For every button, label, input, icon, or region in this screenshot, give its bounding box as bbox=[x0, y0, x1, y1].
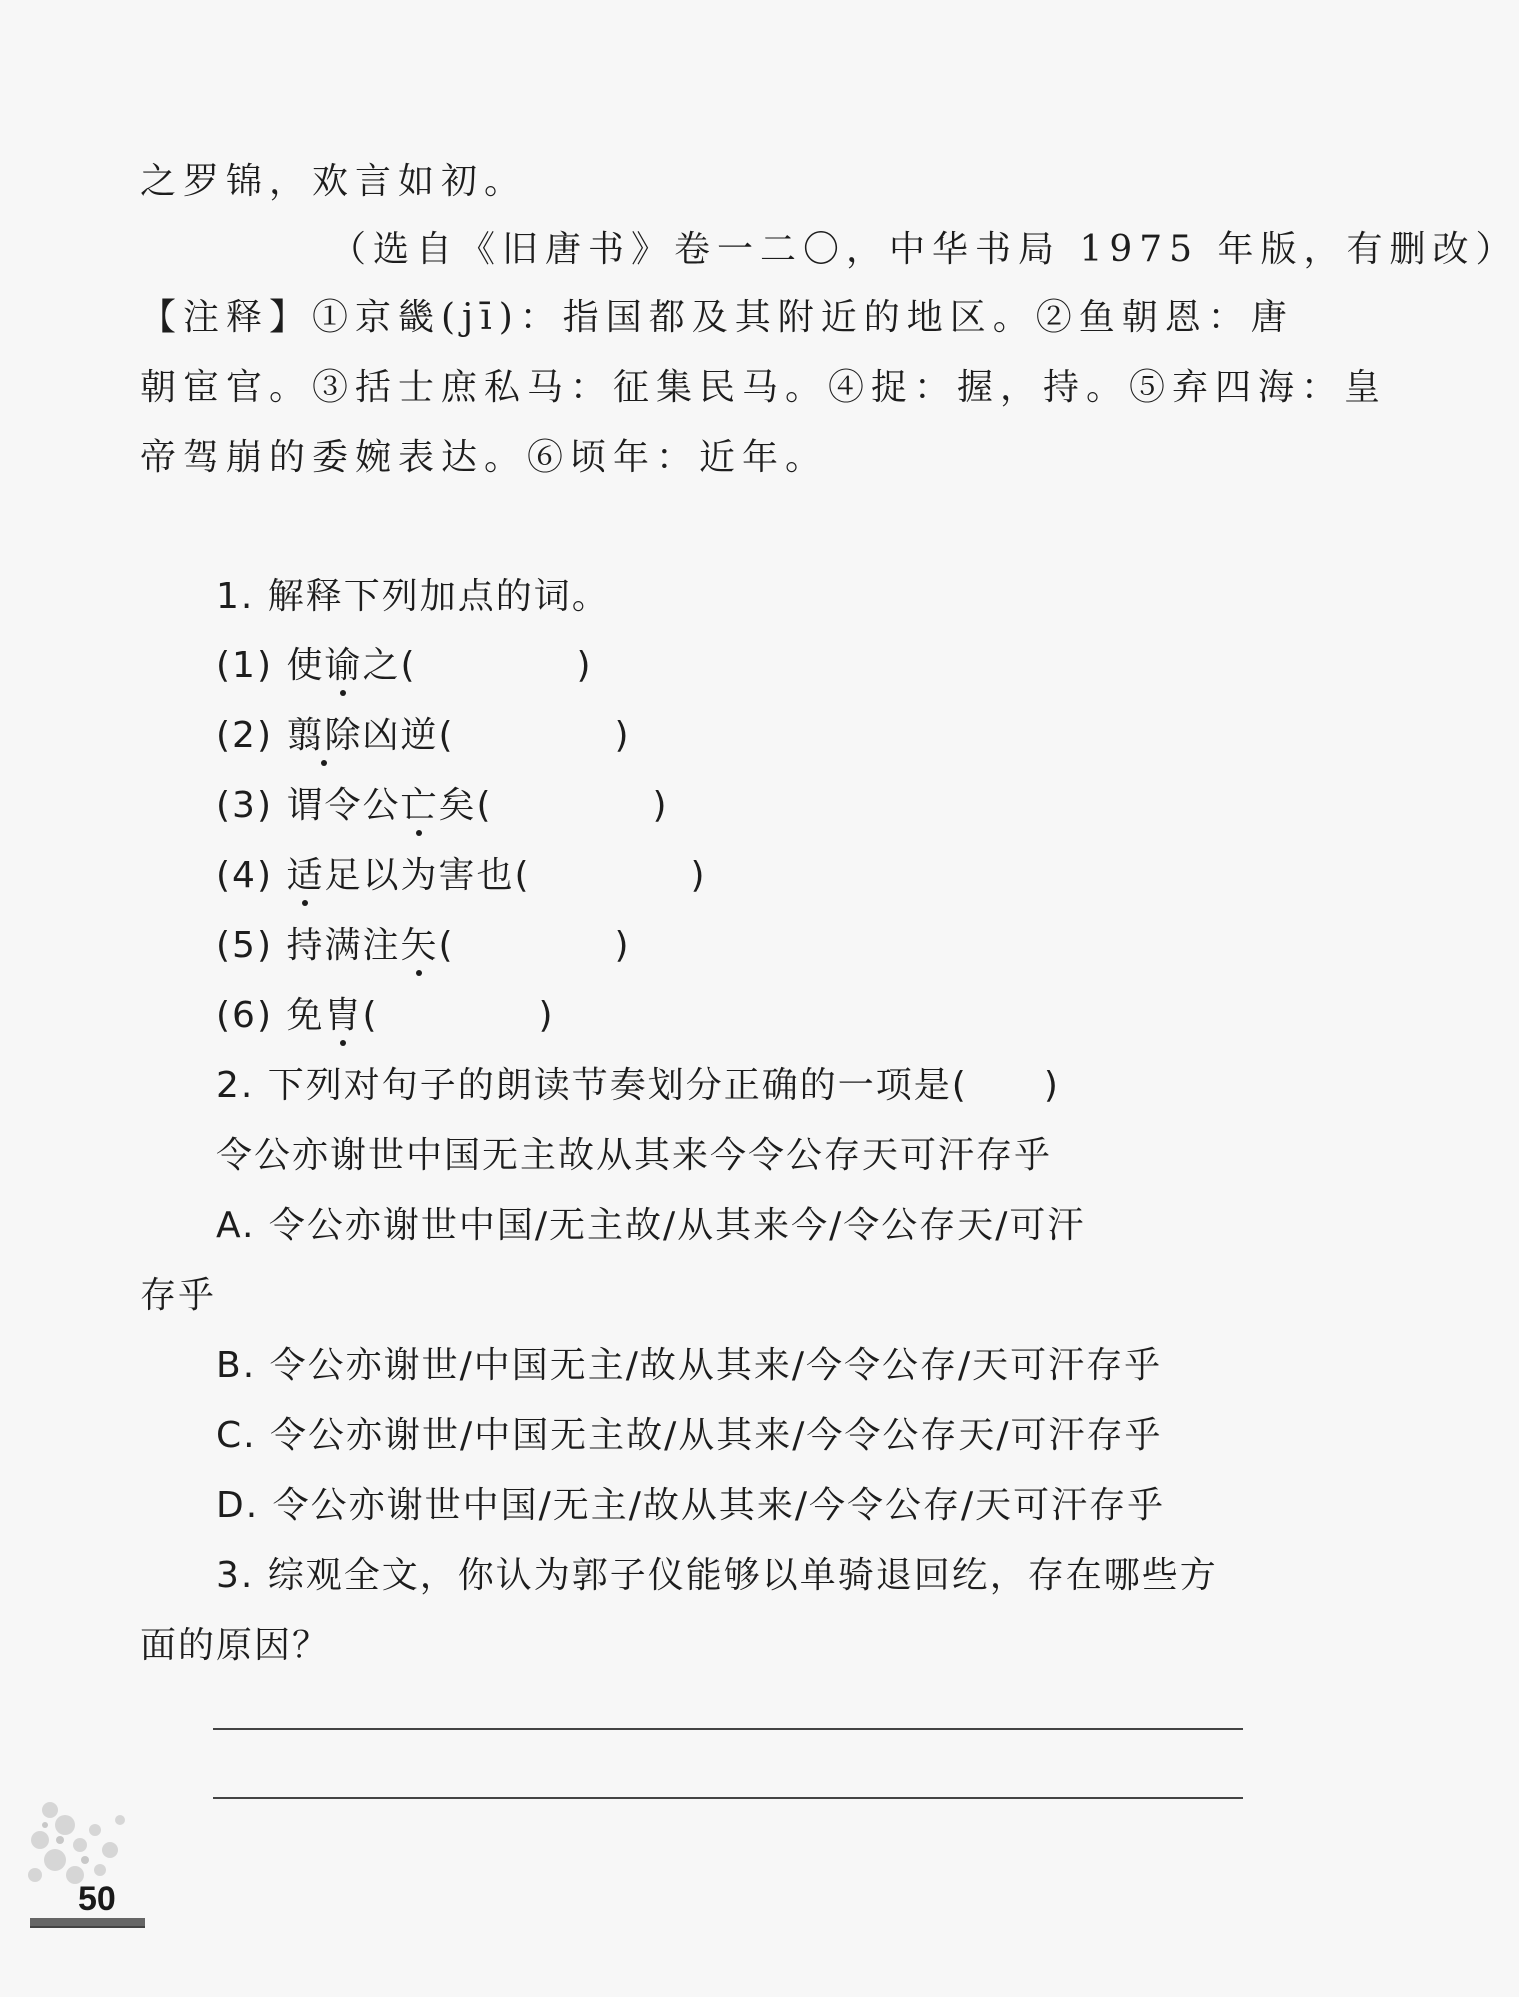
option-b[interactable]: B. 令公亦谢世/中国无主/故从其来/今令公存/天可汗存乎 bbox=[216, 1345, 1163, 1386]
close-paren: ) bbox=[690, 855, 707, 896]
item-number: (2) bbox=[216, 715, 273, 756]
item-number: (3) bbox=[216, 785, 273, 826]
close-paren: ) bbox=[652, 785, 669, 826]
footer-underline bbox=[30, 1926, 145, 1928]
q1-item-6 bbox=[216, 992, 1316, 1040]
source-note: （选自《旧唐书》卷一二〇，中华书局 1975 年版，有删改） bbox=[330, 229, 1519, 270]
item-text: 足以为害也 bbox=[324, 855, 515, 896]
passage-end: 之罗锦，欢言如初。 bbox=[140, 161, 528, 202]
question-2-prompt: 2. 下列对句子的朗读节奏划分正确的一项是( ) bbox=[216, 1065, 1060, 1106]
open-paren: ( bbox=[400, 645, 417, 686]
annotation-tag: 【注释】 bbox=[140, 297, 313, 338]
open-paren: ( bbox=[362, 995, 379, 1036]
close-paren: ) bbox=[614, 925, 631, 966]
dotted-word: 谕 bbox=[324, 645, 363, 686]
close-paren: ) bbox=[538, 995, 555, 1036]
close-paren: ) bbox=[576, 645, 593, 686]
annotation-line-1 bbox=[140, 294, 1294, 342]
open-paren: ( bbox=[438, 925, 455, 966]
item-text: 谓令公 bbox=[286, 785, 401, 826]
item-text: 免 bbox=[286, 995, 325, 1036]
q1-item-5 bbox=[216, 922, 1316, 970]
item-text: 凶逆 bbox=[362, 715, 439, 756]
page-number: 50 bbox=[78, 1880, 116, 1918]
dotted-word: 翦除 bbox=[286, 715, 363, 756]
annotation-line-3: 帝驾崩的委婉表达。⑥顷年：近年。 bbox=[140, 437, 829, 478]
option-d[interactable]: D. 令公亦谢世中国/无主/故从其来/今令公存/天可汗存乎 bbox=[216, 1485, 1166, 1526]
q1-item-1 bbox=[216, 642, 1316, 690]
question-1-prompt: 1. 解释下列加点的词。 bbox=[216, 576, 610, 617]
open-paren: ( bbox=[476, 785, 493, 826]
item-number: (5) bbox=[216, 925, 273, 966]
option-a[interactable]: A. 令公亦谢世中国/无主故/从其来今/令公存天/可汗 bbox=[216, 1205, 1086, 1246]
dotted-word: 适 bbox=[286, 855, 325, 896]
option-c[interactable]: C. 令公亦谢世/中国无主故/从其来/今令公存天/可汗存乎 bbox=[216, 1415, 1163, 1456]
dotted-word: 矢 bbox=[400, 925, 439, 966]
item-text: 持满注 bbox=[286, 925, 401, 966]
annotation-line-2: 朝宦官。③括士庶私马：征集民马。④捉：握，持。⑤弃四海：皇 bbox=[140, 367, 1388, 408]
q1-item-3 bbox=[216, 782, 1316, 830]
option-a-continued: 存乎 bbox=[140, 1275, 217, 1316]
answer-line-1[interactable] bbox=[213, 1728, 1243, 1730]
annotation-text-1: ①京畿(jī)：指国都及其附近的地区。②鱼朝恩：唐 bbox=[312, 297, 1294, 338]
item-number: (4) bbox=[216, 855, 273, 896]
item-number: (1) bbox=[216, 645, 273, 686]
item-text: 之 bbox=[362, 645, 401, 686]
question-3-prompt-2: 面的原因？ bbox=[140, 1625, 331, 1666]
question-2-sentence: 令公亦谢世中国无主故从其来今令公存天可汗存乎 bbox=[216, 1135, 1053, 1176]
item-number: (6) bbox=[216, 995, 273, 1036]
q1-item-2 bbox=[216, 712, 1316, 760]
item-text: 使 bbox=[286, 645, 325, 686]
q1-item-4 bbox=[216, 852, 1316, 900]
open-paren: ( bbox=[514, 855, 531, 896]
dotted-word: 亡 bbox=[400, 785, 439, 826]
answer-line-2[interactable] bbox=[213, 1797, 1243, 1799]
item-text: 矣 bbox=[438, 785, 477, 826]
footer-bar bbox=[30, 1918, 145, 1926]
dotted-word: 胄 bbox=[324, 995, 363, 1036]
close-paren: ) bbox=[614, 715, 631, 756]
open-paren: ( bbox=[438, 715, 455, 756]
question-3-prompt-1: 3. 综观全文，你认为郭子仪能够以单骑退回纥，存在哪些方 bbox=[216, 1555, 1218, 1596]
